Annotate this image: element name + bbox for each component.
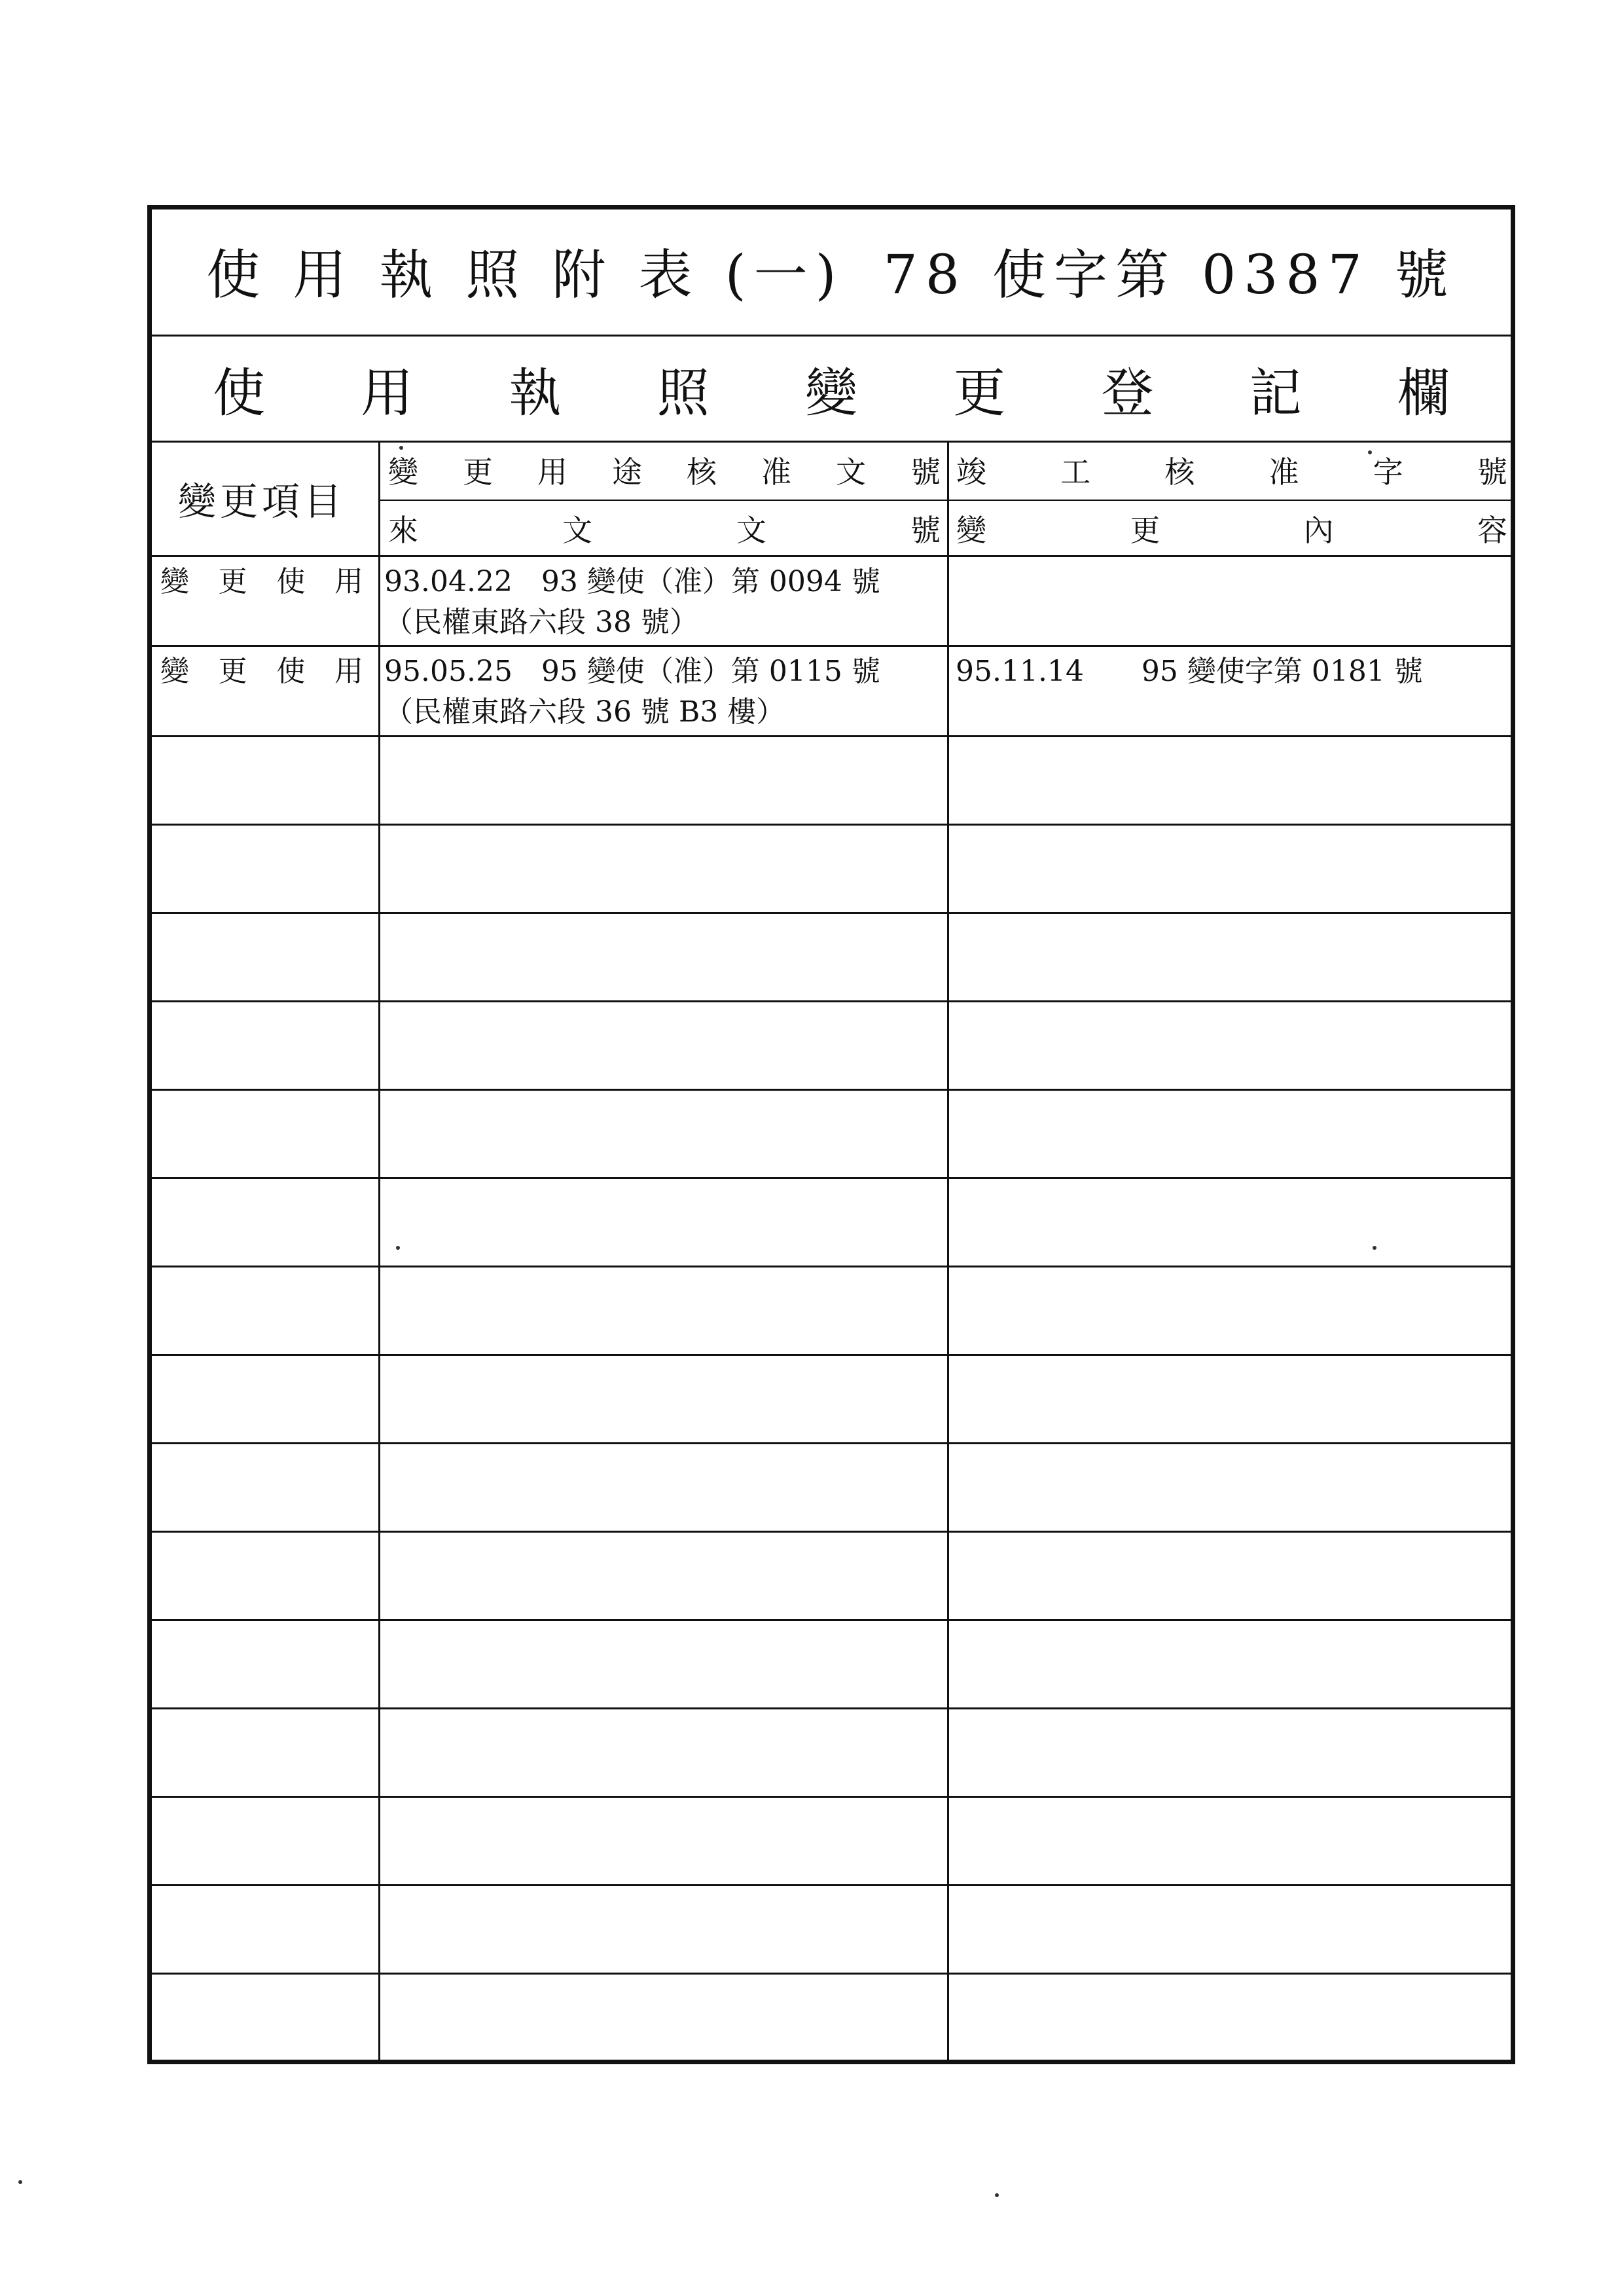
divider <box>147 1442 1515 1444</box>
divider <box>147 1177 1515 1179</box>
title-number: 78 使字第 0387 號 <box>883 244 1456 306</box>
divider <box>147 1796 1515 1798</box>
divider <box>147 1973 1515 1975</box>
header-change-item: 變更項目 <box>177 479 346 524</box>
column-divider <box>378 441 380 2064</box>
scan-speck <box>1368 450 1372 454</box>
row-1-approval-line1: 93.04.22 93 變使（准）第 0094 號 <box>384 565 880 598</box>
divider <box>147 1000 1515 1002</box>
divider <box>147 1531 1515 1533</box>
row-2-item: 變 更 使 用 <box>160 655 363 688</box>
scan-speck <box>18 2180 22 2184</box>
column-divider <box>947 441 949 2064</box>
scan-speck <box>399 446 403 450</box>
section-title: 使 用 執 照 變 更 登 記 欄 <box>213 362 1450 424</box>
row-1-approval-line2: （民權東路六段 38 號） <box>384 606 698 639</box>
divider <box>147 1354 1515 1356</box>
divider <box>147 912 1515 914</box>
header-change-content: 變 更 內 容 <box>956 513 1507 548</box>
row-2-completion: 95.11.14 95 變使字第 0181 號 <box>956 655 1423 688</box>
header-completion-doc: 竣 工 核 准 字 號 <box>956 454 1507 490</box>
row-2-approval-line2: （民權東路六段 36 號 B3 樓） <box>384 695 785 729</box>
row-2-approval-line1: 95.05.25 95 變使（准）第 0115 號 <box>384 655 880 688</box>
title-main: 使 用 執 照 附 表 (一) <box>206 244 844 306</box>
divider <box>147 1089 1515 1091</box>
divider <box>147 1619 1515 1621</box>
header-incoming-doc: 來 文 文 號 <box>388 513 941 548</box>
divider <box>147 1884 1515 1886</box>
scan-speck <box>1373 1246 1376 1250</box>
registration-form <box>147 205 1515 2064</box>
form-title <box>147 205 1515 336</box>
divider <box>147 645 1515 647</box>
divider <box>147 555 1515 557</box>
row-1-item: 變 更 使 用 <box>160 565 363 598</box>
scan-speck <box>396 1246 400 1250</box>
divider <box>147 735 1515 737</box>
divider <box>147 1707 1515 1709</box>
divider <box>147 1266 1515 1267</box>
divider <box>147 824 1515 826</box>
header-approval-doc: 變 更 用 途 核 准 文 號 <box>388 454 941 490</box>
scan-speck <box>995 2193 999 2197</box>
